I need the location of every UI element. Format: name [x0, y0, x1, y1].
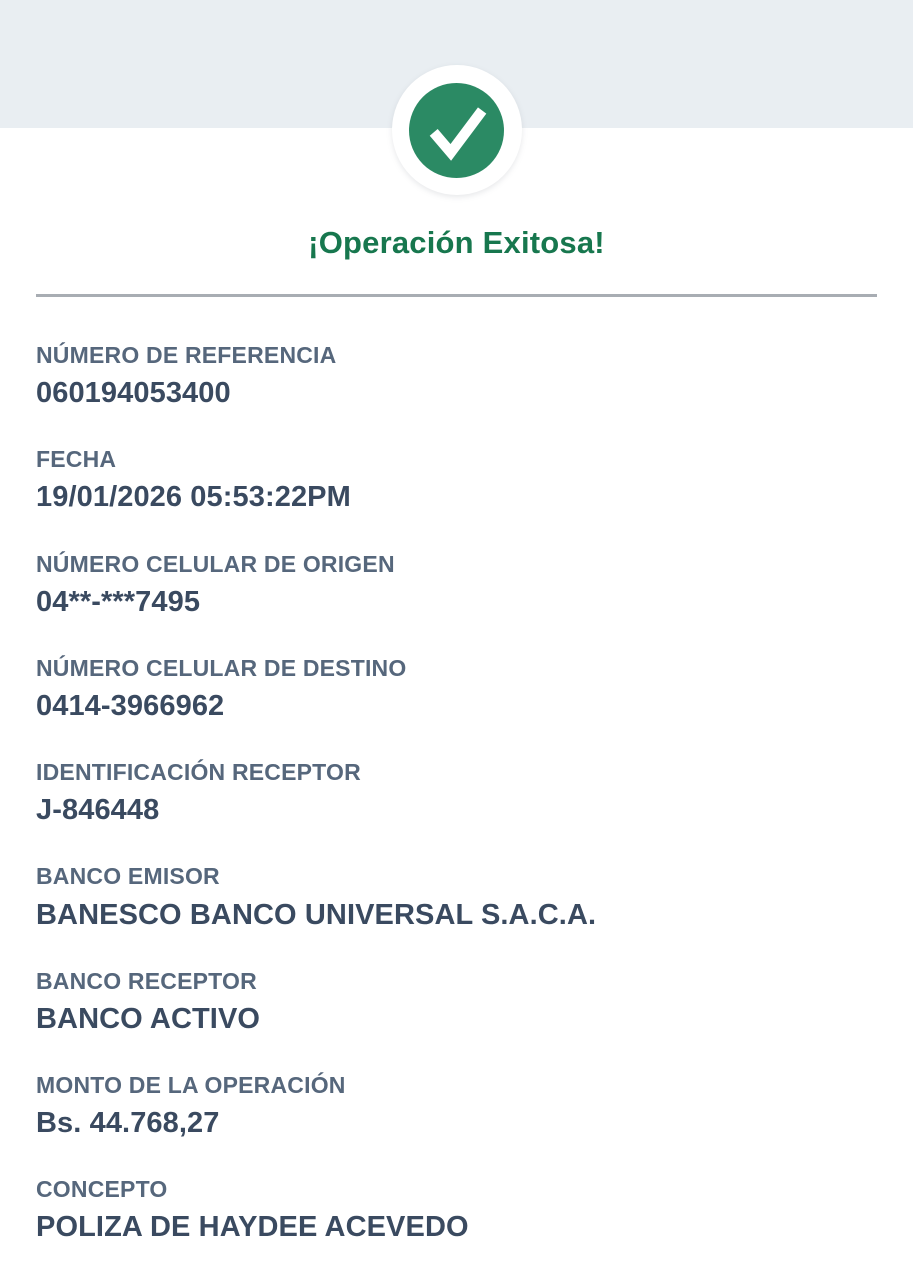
divider — [36, 294, 877, 297]
field-label: NÚMERO CELULAR DE ORIGEN — [36, 550, 395, 577]
field-label: BANCO RECEPTOR — [36, 967, 257, 994]
field-value: J-846448 — [36, 794, 160, 827]
field-value: Bs. 44.768,27 — [36, 1107, 220, 1140]
receipt-field-date — [36, 445, 877, 515]
receipt-field-receiving-bank — [36, 967, 877, 1037]
field-label: MONTO DE LA OPERACIÓN — [36, 1072, 346, 1099]
success-badge — [392, 65, 522, 195]
field-label: FECHA — [36, 446, 117, 473]
field-value: BANCO ACTIVO — [36, 1002, 261, 1035]
field-label: CONCEPTO — [36, 1176, 168, 1203]
receipt-field-amount — [36, 1071, 877, 1141]
field-label: IDENTIFICACIÓN RECEPTOR — [36, 759, 361, 786]
receipt-fields — [36, 341, 877, 1246]
check-icon — [409, 83, 504, 178]
receipt-field-origin-phone — [36, 550, 877, 620]
page-title: ¡Operación Exitosa! — [308, 225, 605, 260]
receipt-field-destination-phone — [36, 654, 877, 724]
field-value: BANESCO BANCO UNIVERSAL S.A.C.A. — [36, 898, 597, 931]
receipt-field-issuing-bank — [36, 862, 877, 932]
field-value: POLIZA DE HAYDEE ACEVEDO — [36, 1211, 469, 1244]
field-value: 060194053400 — [36, 377, 231, 410]
field-label: NÚMERO DE REFERENCIA — [36, 342, 337, 368]
field-value: 04**-***7495 — [36, 585, 201, 618]
receipt-field-reference — [36, 341, 877, 411]
field-label: NÚMERO CELULAR DE DESTINO — [36, 654, 407, 681]
field-value: 0414-3966962 — [36, 689, 225, 722]
receipt-field-receiver-id — [36, 758, 877, 828]
field-label: BANCO EMISOR — [36, 863, 220, 890]
field-value: 19/01/2026 05:53:22PM — [36, 481, 351, 514]
receipt-field-concept — [36, 1175, 877, 1245]
